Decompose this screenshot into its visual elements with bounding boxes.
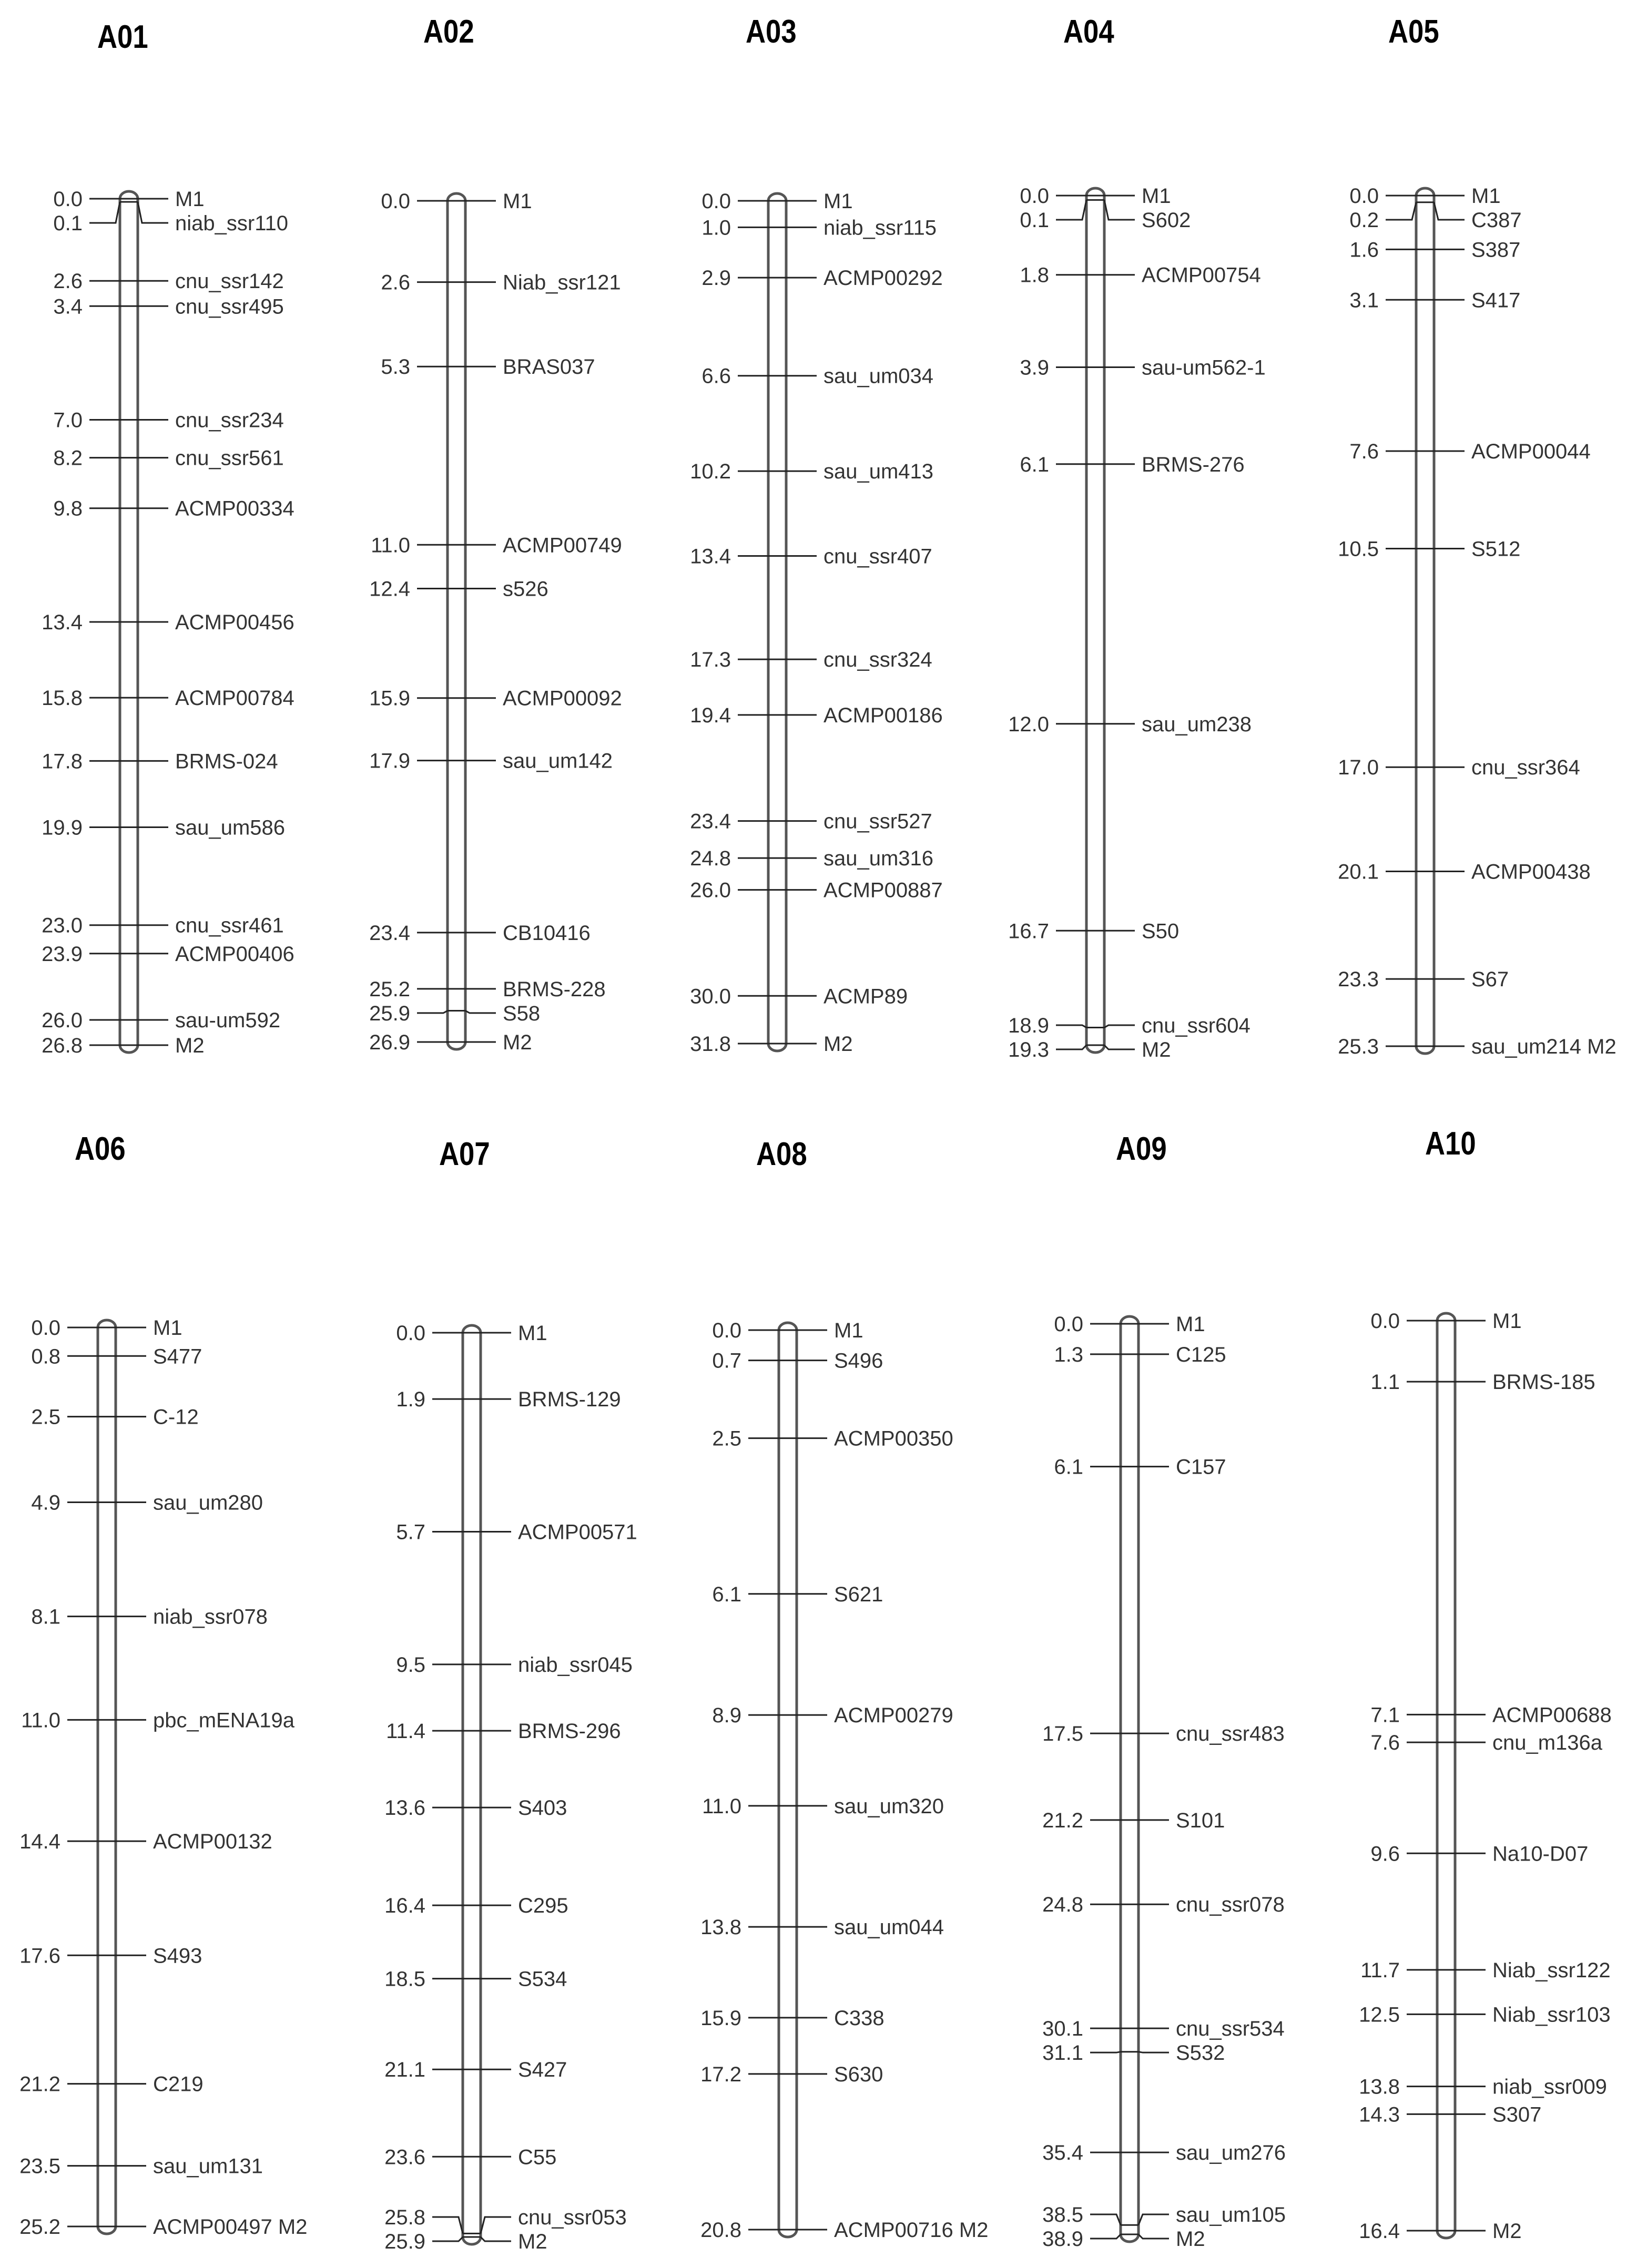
marker-position: 17.0: [1338, 756, 1379, 780]
marker-name: S477: [153, 1345, 202, 1368]
marker: [1370, 1371, 1595, 1394]
marker-name: M2: [1176, 2228, 1205, 2251]
marker-position: 13.4: [690, 545, 731, 568]
marker-name: cnu_ssr495: [175, 295, 284, 319]
marker-name: ACMP00887: [824, 878, 943, 902]
marker-position: 17.2: [700, 2062, 741, 2086]
marker-position: 19.3: [1008, 1038, 1049, 1061]
marker-name: M1: [1492, 1310, 1522, 1333]
marker-position: 0.0: [1020, 185, 1049, 208]
marker-name: Niab_ssr121: [503, 271, 621, 294]
marker-name: sau_um034: [824, 364, 934, 388]
marker-position: 2.6: [53, 270, 83, 293]
marker-position: 26.0: [42, 1008, 83, 1032]
marker-name: BRMS-228: [503, 977, 606, 1001]
marker-name: cnu_ssr407: [824, 545, 932, 568]
marker-position: 2.5: [712, 1427, 741, 1450]
marker-name: S387: [1471, 238, 1521, 262]
marker-name: ACMP00688: [1492, 1703, 1612, 1727]
marker-position: 7.6: [1370, 1731, 1400, 1755]
marker-position: 25.8: [384, 2206, 425, 2229]
marker-position: 13.6: [384, 1796, 425, 1820]
marker-name: cnu_ssr561: [175, 446, 284, 470]
marker-position: 0.0: [1370, 1310, 1400, 1333]
marker-name: M1: [503, 190, 532, 213]
marker-position: 30.0: [690, 985, 731, 1008]
marker-name: ACMP00406: [175, 942, 294, 966]
marker-position: 25.9: [384, 2230, 425, 2253]
marker: [1359, 2003, 1610, 2026]
marker-position: 12.0: [1008, 712, 1049, 736]
marker-position: 1.6: [1349, 238, 1379, 262]
marker-name: sau-um562-1: [1142, 356, 1266, 380]
marker-position: 35.4: [1042, 2141, 1083, 2165]
marker-name: Niab_ssr103: [1492, 2003, 1611, 2027]
marker-name: ACMP00334: [175, 497, 294, 520]
linkage-group-title: A01: [97, 19, 148, 55]
marker-name: M1: [824, 190, 853, 213]
marker-name: cnu_ssr527: [824, 810, 932, 833]
marker-position: 0.1: [53, 212, 83, 235]
marker-position: 3.1: [1349, 289, 1379, 312]
marker-name: S427: [518, 2058, 567, 2082]
marker-name: ACMP00754: [1142, 263, 1261, 287]
marker-name: S403: [518, 1796, 567, 1820]
marker-position: 38.5: [1042, 2203, 1083, 2226]
marker-name: C338: [834, 2006, 884, 2030]
marker-position: 23.0: [42, 914, 83, 937]
marker-position: 6.1: [1020, 453, 1049, 476]
marker-position: 0.0: [53, 188, 83, 211]
marker-name: M1: [1176, 1313, 1205, 1336]
marker-position: 15.9: [700, 2006, 741, 2030]
marker-name: sau_um316: [824, 847, 934, 871]
marker-name: S512: [1471, 537, 1521, 561]
marker-position: 0.8: [31, 1345, 60, 1368]
marker-position: 0.0: [1054, 1313, 1083, 1336]
marker-name: S621: [834, 1582, 883, 1606]
marker-position: 1.0: [702, 216, 731, 240]
marker-name: M2: [518, 2230, 547, 2253]
marker-position: 0.0: [712, 1319, 741, 1342]
marker-name: cnu_ssr142: [175, 270, 284, 293]
marker-position: 0.0: [31, 1316, 60, 1340]
marker-name: CB10416: [503, 921, 591, 945]
marker-position: 31.8: [690, 1033, 731, 1056]
marker-position: 14.4: [19, 1830, 60, 1854]
marker-position: 17.8: [42, 750, 83, 773]
marker-name: niab_ssr045: [518, 1653, 633, 1677]
marker-position: 0.0: [1349, 185, 1379, 208]
marker-name: sau_um280: [153, 1491, 263, 1515]
marker-name: ACMP00571: [518, 1520, 637, 1544]
marker-position: 17.3: [690, 648, 731, 672]
marker-name: ACMP00092: [503, 687, 622, 710]
marker-position: 6.6: [702, 364, 731, 388]
marker-name: C-12: [153, 1405, 199, 1429]
marker-position: 23.9: [42, 942, 83, 966]
marker-name: ACMP00132: [153, 1830, 272, 1854]
marker-name: S532: [1176, 2041, 1225, 2065]
marker-position: 8.9: [712, 1704, 741, 1728]
marker-position: 16.4: [1359, 2220, 1400, 2243]
marker-name: ACMP00784: [175, 687, 294, 710]
marker-position: 19.9: [42, 816, 83, 840]
marker-name: S58: [503, 1002, 541, 1025]
marker-position: 0.1: [1020, 209, 1049, 232]
marker-position: 30.1: [1042, 2017, 1083, 2041]
marker-name: C125: [1176, 1343, 1226, 1366]
marker-name: M1: [175, 188, 205, 211]
marker: [1360, 1959, 1610, 1982]
marker-name: s526: [503, 577, 548, 601]
marker-name: C387: [1471, 209, 1522, 232]
marker-name: Na10-D07: [1492, 1842, 1589, 1866]
marker-name: ACMP00044: [1471, 440, 1591, 464]
marker-position: 2.5: [31, 1405, 60, 1429]
marker-name: ACMP00292: [824, 267, 943, 290]
marker-position: 8.1: [31, 1605, 60, 1629]
marker-position: 11.4: [386, 1720, 425, 1743]
marker-position: 25.9: [369, 1002, 410, 1025]
marker-position: 7.0: [53, 408, 83, 432]
marker-name: S496: [834, 1349, 883, 1373]
marker-position: 16.7: [1008, 920, 1049, 943]
marker-position: 21.2: [1042, 1809, 1083, 1832]
marker-name: cnu_ssr534: [1176, 2017, 1285, 2041]
marker-name: cnu_ssr053: [518, 2206, 627, 2229]
marker-position: 8.2: [53, 446, 83, 470]
marker-position: 31.1: [1042, 2041, 1083, 2065]
marker-name: ACMP89: [824, 985, 908, 1008]
marker-position: 12.4: [369, 577, 410, 601]
marker-name: C157: [1176, 1455, 1226, 1479]
marker-name: sau_um214 M2: [1471, 1035, 1616, 1058]
marker-name: ACMP00749: [503, 534, 622, 557]
marker-name: M1: [1471, 185, 1501, 208]
marker-name: sau_um586: [175, 816, 286, 840]
marker-name: C55: [518, 2146, 557, 2169]
marker-name: cnu_ssr324: [824, 648, 932, 672]
marker-position: 19.4: [690, 703, 731, 727]
marker-position: 17.9: [369, 749, 410, 773]
marker-position: 5.3: [381, 355, 410, 379]
marker-position: 13.8: [1359, 2075, 1400, 2099]
marker-name: ACMP00186: [824, 703, 943, 727]
marker-name: sau_um044: [834, 1916, 944, 1939]
marker-name: S602: [1142, 209, 1191, 232]
marker-position: 1.8: [1020, 263, 1049, 287]
marker-name: sau_um131: [153, 2154, 263, 2178]
chromosome-bar: [1437, 1313, 1455, 2238]
marker-name: sau_um105: [1176, 2203, 1286, 2226]
marker-name: M1: [1142, 185, 1171, 208]
marker-name: S534: [518, 1967, 567, 1991]
marker-name: S417: [1471, 289, 1521, 312]
marker-name: BRMS-185: [1492, 1371, 1595, 1394]
marker-position: 18.9: [1008, 1014, 1049, 1037]
marker-position: 25.2: [19, 2215, 60, 2239]
marker-position: 17.5: [1042, 1722, 1083, 1746]
linkage-group-title: A08: [756, 1136, 807, 1172]
marker-position: 7.6: [1349, 440, 1379, 464]
marker-position: 2.9: [702, 267, 731, 290]
marker-name: S50: [1142, 920, 1180, 943]
marker-position: 23.3: [1338, 968, 1379, 992]
marker-position: 26.9: [369, 1031, 410, 1054]
marker-position: 11.0: [21, 1709, 60, 1732]
marker: [1359, 2076, 1607, 2099]
marker-name: M1: [153, 1316, 182, 1340]
marker-position: 38.9: [1042, 2228, 1083, 2251]
marker-position: 26.0: [690, 878, 731, 902]
marker-name: BRMS-024: [175, 750, 278, 773]
marker-name: sau_um276: [1176, 2141, 1286, 2165]
marker-name: sau_um413: [824, 460, 934, 484]
linkage-group-title: A09: [1116, 1131, 1167, 1167]
marker-position: 2.6: [381, 271, 410, 294]
marker-name: sau_um238: [1142, 712, 1252, 736]
marker-position: 9.8: [53, 497, 83, 520]
marker-position: 9.5: [396, 1653, 425, 1677]
marker-name: cnu_m136a: [1492, 1731, 1603, 1755]
marker-position: 1.1: [1370, 1371, 1400, 1394]
marker-name: M2: [1492, 2220, 1522, 2243]
marker-name: ACMP00716 M2: [834, 2219, 989, 2242]
marker-position: 7.1: [1370, 1703, 1400, 1727]
marker-position: 11.7: [1360, 1958, 1400, 1982]
linkage-group-title: A10: [1425, 1126, 1476, 1162]
marker-position: 3.4: [53, 295, 83, 319]
marker-position: 21.2: [19, 2072, 60, 2096]
marker-name: M1: [518, 1322, 547, 1345]
marker-name: cnu_ssr604: [1142, 1014, 1250, 1037]
marker-name: M1: [834, 1319, 863, 1342]
marker-name: ACMP00456: [175, 611, 294, 634]
marker-name: BRMS-129: [518, 1388, 621, 1412]
marker-name: pbc_mENA19a: [153, 1709, 295, 1732]
marker-position: 13.4: [42, 611, 83, 634]
marker-position: 14.3: [1359, 2103, 1400, 2127]
marker-name: S101: [1176, 1809, 1225, 1832]
marker-position: 0.0: [381, 190, 410, 213]
marker-name: S493: [153, 1944, 202, 1968]
marker-position: 24.8: [1042, 1893, 1083, 1917]
marker-position: 25.2: [369, 977, 410, 1001]
marker-position: 16.4: [384, 1894, 425, 1918]
marker-name: ACMP00438: [1471, 860, 1591, 884]
marker-position: 11.0: [371, 534, 410, 557]
linkage-group-title: A03: [746, 14, 797, 50]
marker-name: BRAS037: [503, 355, 595, 379]
marker-name: niab_ssr110: [175, 212, 288, 235]
linkage-group-title: A04: [1063, 14, 1114, 50]
marker-position: 15.9: [369, 687, 410, 710]
marker-position: 6.1: [1054, 1455, 1083, 1479]
marker-name: sau_um320: [834, 1794, 944, 1818]
marker-position: 1.9: [396, 1388, 425, 1412]
marker-name: C219: [153, 2072, 204, 2096]
marker-position: 6.1: [712, 1582, 741, 1606]
marker-position: 23.4: [369, 921, 410, 945]
marker-position: 0.2: [1349, 209, 1379, 232]
marker-position: 18.5: [384, 1967, 425, 1991]
marker-name: S67: [1471, 968, 1509, 992]
marker-name: BRMS-276: [1142, 453, 1245, 476]
marker-name: niab_ssr009: [1492, 2075, 1607, 2099]
marker-position: 4.9: [31, 1491, 60, 1515]
marker-position: 1.3: [1054, 1343, 1083, 1366]
marker-position: 13.8: [700, 1916, 741, 1939]
marker-position: 5.7: [396, 1520, 425, 1544]
marker-position: 23.4: [690, 810, 731, 833]
marker: [1370, 1842, 1588, 1865]
marker: [1370, 1703, 1611, 1726]
marker-name: niab_ssr115: [824, 216, 937, 240]
marker-name: cnu_ssr078: [1176, 1893, 1285, 1917]
marker-name: ACMP00279: [834, 1704, 953, 1728]
marker-position: 0.0: [396, 1322, 425, 1345]
marker-name: S307: [1492, 2103, 1542, 2127]
marker-position: 0.7: [712, 1349, 741, 1373]
marker-position: 9.6: [1370, 1842, 1400, 1866]
marker-name: Niab_ssr122: [1492, 1958, 1611, 1982]
linkage-group-title: A02: [423, 14, 474, 50]
marker-name: cnu_ssr483: [1176, 1722, 1285, 1746]
marker-name: M2: [503, 1031, 532, 1054]
marker-name: M2: [824, 1033, 853, 1056]
marker-position: 0.0: [702, 190, 731, 213]
marker-name: cnu_ssr364: [1471, 756, 1580, 780]
marker-name: niab_ssr078: [153, 1605, 268, 1629]
marker-position: 11.0: [702, 1794, 741, 1818]
marker-position: 21.1: [384, 2058, 425, 2082]
marker: [1370, 1731, 1602, 1754]
marker-name: BRMS-296: [518, 1720, 621, 1743]
marker-position: 12.5: [1359, 2003, 1400, 2027]
linkage-group-title: A05: [1388, 14, 1439, 50]
marker-name: sau_um142: [503, 749, 613, 773]
marker-name: cnu_ssr234: [175, 408, 284, 432]
marker-position: 24.8: [690, 847, 731, 871]
marker-position: 20.1: [1338, 860, 1379, 884]
marker-position: 25.3: [1338, 1035, 1379, 1058]
marker-name: C295: [518, 1894, 568, 1918]
marker-name: M2: [175, 1034, 205, 1057]
marker-position: 26.8: [42, 1034, 83, 1057]
marker-position: 20.8: [700, 2219, 741, 2242]
marker-position: 15.8: [42, 687, 83, 710]
linkage-group-title: A06: [75, 1131, 126, 1167]
marker-name: sau-um592: [175, 1008, 281, 1032]
marker-name: cnu_ssr461: [175, 914, 284, 937]
marker-name: ACMP00497 M2: [153, 2215, 308, 2239]
marker-position: 10.5: [1338, 537, 1379, 561]
marker-position: 23.5: [19, 2154, 60, 2178]
marker-name: M2: [1142, 1038, 1171, 1061]
marker-position: 17.6: [19, 1944, 60, 1968]
marker-position: 23.6: [384, 2146, 425, 2169]
marker-name: ACMP00350: [834, 1427, 953, 1450]
marker-name: S630: [834, 2062, 883, 2086]
linkage-group-title: A07: [439, 1136, 490, 1172]
marker-position: 3.9: [1020, 356, 1049, 380]
marker-position: 10.2: [690, 460, 731, 484]
